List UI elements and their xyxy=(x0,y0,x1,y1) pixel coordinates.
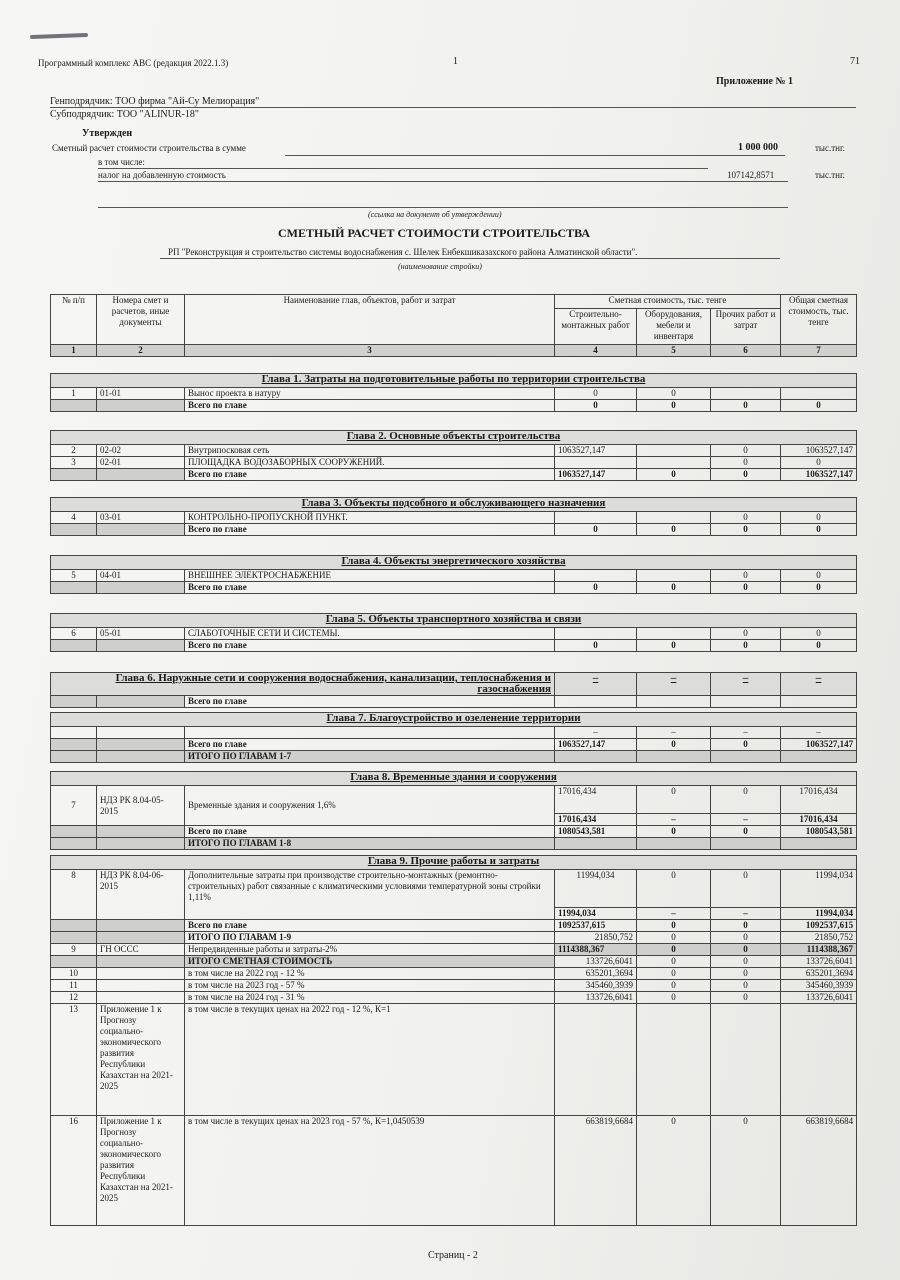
appendix-label: Приложение № 1 xyxy=(716,76,794,87)
chapter-1-block xyxy=(50,373,857,412)
doc-title: СМЕТНЫЙ РАСЧЕТ СТОИМОСТИ СТРОИТЕЛЬСТВА xyxy=(278,226,591,240)
chapter-9-title: Глава 9. Прочие работы и затраты xyxy=(51,856,857,870)
approved-label: Утвержден xyxy=(82,128,133,139)
table-row: 3 02-01 ПЛОЩАДКА ВОДОЗАБОРНЫХ СООРУЖЕНИЙ. 0 0 xyxy=(51,457,857,469)
chapter-8-block: Глава 8. Временные здания и сооружения 7 НДЗ РК 8.04-05-2015 Временные здания и сооружения 1,6% 17016,434 0 0 17016,434 17016,434 – – 17016,434 Всего по главе 1080543,581 0 0 1080543,581 ИТОГО ПО ГЛАВАМ 1-8 xyxy=(50,771,857,850)
sum-unit: тыс.тнг. xyxy=(815,143,845,153)
subcontractor: Субподрядчик: ТОО "ALINUR-18" xyxy=(50,109,199,120)
col-equip-header: Оборудования, мебели и инвентаря xyxy=(637,309,711,345)
vat-unit: тыс.тнг. xyxy=(815,170,845,180)
table-row: 8 НДЗ РК 8.04-06-2015 Дополнительные затраты при производстве строительно-монтажных (ремонтно-строительных) работ связанные с климатическими условиями температурной зоны стройки 1,11% 11994,034 0 0 11994,034 xyxy=(51,870,857,908)
grand-total-row: ИТОГО СМЕТНАЯ СТОИМОСТЬ 133726,6041 0 0 133726,6041 xyxy=(51,956,857,968)
chapter-2-title: Глава 2. Основные объекты строительства xyxy=(51,431,857,445)
table-row: 1 01-01 Вынос проекта в натуру 0 0 xyxy=(51,388,857,400)
chapter-3-title: Глава 3. Объекты подсобного и обслуживающего назначения xyxy=(51,498,857,512)
sum-label: Сметный расчет стоимости строительства в сумме xyxy=(52,143,246,153)
table-row: 7 НДЗ РК 8.04-05-2015 Временные здания и сооружения 1,6% 17016,434 0 0 17016,434 xyxy=(51,786,857,814)
chapter-total-row: Всего по главе 0 0 0 0 xyxy=(51,640,857,652)
estimate-table xyxy=(50,294,857,357)
chapter-9-block: Глава 9. Прочие работы и затраты 8 НДЗ РК 8.04-06-2015 Дополнительные затраты при производстве строительно-монтажных (ремонтно-строительных) работ связанные с климатическими условиями температурной зоны стройки 1,11% 11994,034 0 0 11994,034 11994,034 – – 11994,034 Всего по главе 1092537,615 0 0 1092537,615 ИТОГО ПО ГЛАВАМ 1-9 21850,752 0 0 21850,752 9 ГН ОССС Непредвиденные работы и затраты-2% 1114388,367 0 0 1114388,367 ИТОГО СМЕТНАЯ СТОИМОСТЬ 133726,6041 0 0 133726,6041 10 в том числе на 2022 год - 12 % 635201,3694 0 0 635201,3694 11 в том числе на 2023 год - 57 % 345460,3939 0 0 345460,3939 12 в том числе на 2024 год - 31 % 133726,6041 0 0 133726,6041 13 Приложение 1 к Прогнозу социально-экономического развития Республики Казахстан на 2021-2025 в том числе в текущих ценах на 2022 год - 12 %, К=1 16 Приложение 1 к Прогнозу социально-экономического развития Республики Казахстан на 2021-2025 в том числе в текущих ценах на 2023 год - 57 %, К=1,0450539 663819,6684 0 0 663819,6684 xyxy=(50,855,857,1226)
table-row: 6 05-01 СЛАБОТОЧНЫЕ СЕТИ И СИСТЕМЫ. 0 0 xyxy=(51,628,857,640)
table-row: 11 в том числе на 2023 год - 57 % 345460,3939 0 0 345460,3939 xyxy=(51,980,857,992)
chapter-8-title: Глава 8. Временные здания и сооружения xyxy=(51,772,857,786)
ref-note: (ссылка на документ об утверждении) xyxy=(368,210,502,219)
chapter-4-title: Глава 4. Объекты энергетического хозяйства xyxy=(51,556,857,570)
project-note: (наименование стройки) xyxy=(398,262,482,271)
page-number: 71 xyxy=(850,56,860,67)
sum-value: 1 000 000 xyxy=(738,142,778,153)
chapter-total-row: Всего по главе 0 0 0 0 xyxy=(51,582,857,594)
pen-mark xyxy=(30,33,88,39)
chapter-5-block xyxy=(50,613,857,652)
col-smr-header: Строительно-монтажных работ xyxy=(555,309,637,345)
chapter-total-row: Всего по главе xyxy=(51,696,857,708)
col-no-header: № п/п xyxy=(51,295,97,345)
chapter-2-block xyxy=(50,430,857,481)
column-number-row: 1 2 3 4 5 6 7 xyxy=(51,345,857,357)
project-name: РП "Реконструкция и строительство системы водоснабжения с. Шелек Енбекшиказахского района Алматинской области". xyxy=(168,247,638,257)
table-row: 16 Приложение 1 к Прогнозу социально-экономического развития Республики Казахстан на 2021-2025 в том числе в текущих ценах на 2023 год - 57 %, К=1,0450539 663819,6684 0 0 663819,6684 xyxy=(51,1116,857,1226)
chapter-total-row: Всего по главе 1063527,147 0 0 1063527,147 xyxy=(51,739,857,751)
chapter-total-row: Всего по главе 0 0 0 0 xyxy=(51,400,857,412)
vat-value: 107142,8571 xyxy=(727,170,775,180)
table-row: 5 04-01 ВНЕШНЕЕ ЭЛЕКТРОСНАБЖЕНИЕ 0 0 xyxy=(51,570,857,582)
table-row: 10 в том числе на 2022 год - 12 % 635201,3694 0 0 635201,3694 xyxy=(51,968,857,980)
subtotal-row: ИТОГО ПО ГЛАВАМ 1-7 xyxy=(51,751,857,763)
incl-label: в том числе: xyxy=(98,157,145,167)
page-count: Страниц - 2 xyxy=(428,1250,478,1261)
chapter-total-row: Всего по главе 1080543,581 0 0 1080543,581 xyxy=(51,826,857,838)
col-name-header: Наименование глав, объектов, работ и затрат xyxy=(185,295,555,345)
chapter-7-title: Глава 7. Благоустройство и озеленение территории xyxy=(51,713,857,727)
chapter-6-title: Глава 6. Наружные сети и сооружения водоснабжения, канализации, теплоснабжения и газоснабжения xyxy=(51,673,555,696)
chapter-1-title: Глава 1. Затраты на подготовительные работы по территории строительства xyxy=(51,374,857,388)
table-row: 4 03-01 КОНТРОЛЬНО-ПРОПУСКНОЙ ПУНКТ. 0 0 xyxy=(51,512,857,524)
page-mark: 1 xyxy=(453,56,458,67)
table-header-row xyxy=(51,295,857,309)
chapter-total-row: Всего по главе 1063527,147 0 0 1063527,147 xyxy=(51,469,857,481)
subtotal-row: ИТОГО ПО ГЛАВАМ 1-8 xyxy=(51,838,857,850)
chapter-5-title: Глава 5. Объекты транспортного хозяйства и связи xyxy=(51,614,857,628)
contractor: Генподрядчик: ТОО фирма "Ай-Су Мелиорация" xyxy=(50,96,856,108)
chapter-6-block: Глава 6. Наружные сети и сооружения водоснабжения, канализации, теплоснабжения и газоснабжения – – – – Всего по главе xyxy=(50,672,857,708)
table-row: 13 Приложение 1 к Прогнозу социально-экономического развития Республики Казахстан на 2021-2025 в том числе в текущих ценах на 2022 год - 12 %, К=1 xyxy=(51,1004,857,1116)
subtotal-row: ИТОГО ПО ГЛАВАМ 1-9 21850,752 0 0 21850,752 xyxy=(51,932,857,944)
col-group-header: Сметная стоимость, тыс. тенге xyxy=(555,295,781,309)
chapter-total-row: Всего по главе 0 0 0 0 xyxy=(51,524,857,536)
chapter-3-block xyxy=(50,497,857,536)
table-row: 2 02-02 Внутрипосковая сеть 1063527,147 0 1063527,147 xyxy=(51,445,857,457)
chapter-7-block: Глава 7. Благоустройство и озеленение территории – – – – Всего по главе 1063527,147 0 0 1063527,147 ИТОГО ПО ГЛАВАМ 1-7 xyxy=(50,712,857,763)
vat-label: налог на добавленную стоимость xyxy=(98,170,226,180)
table-row: 9 ГН ОССС Непредвиденные работы и затраты-2% 1114388,367 0 0 1114388,367 xyxy=(51,944,857,956)
col-other-header: Прочих работ и затрат xyxy=(711,309,781,345)
col-docs-header: Номера смет и расчетов, иные документы xyxy=(97,295,185,345)
table-row: 12 в том числе на 2024 год - 31 % 133726,6041 0 0 133726,6041 xyxy=(51,992,857,1004)
chapter-total-row: Всего по главе 1092537,615 0 0 1092537,615 xyxy=(51,920,857,932)
col-total-header: Общая сметная стоимость, тыс. тенге xyxy=(781,295,857,345)
software-label: Программный комплекс АВС (редакция 2022.1.3) xyxy=(38,58,229,68)
chapter-4-block xyxy=(50,555,857,594)
